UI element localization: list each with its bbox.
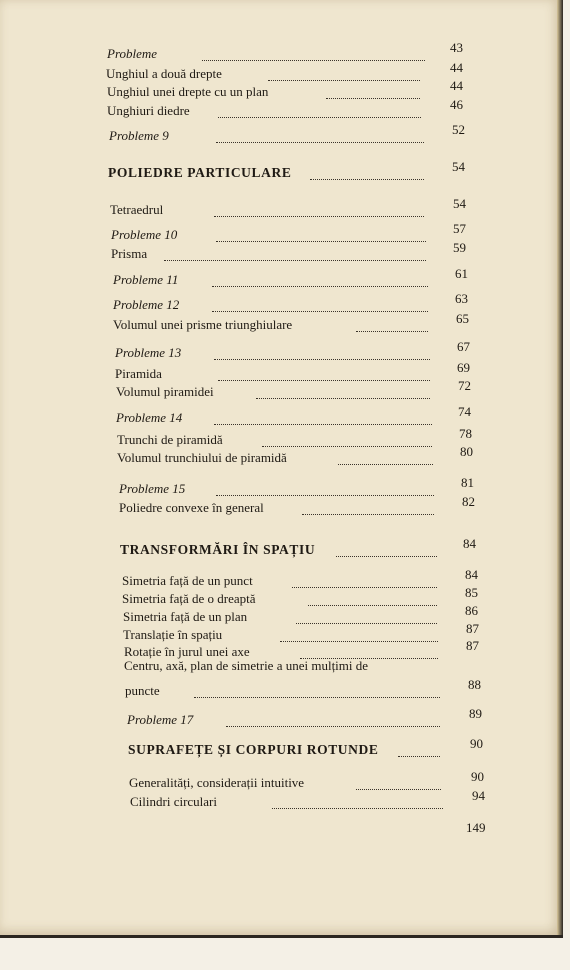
toc-entry-page: 94 <box>472 788 485 803</box>
toc-entry-page: 84 <box>465 567 478 582</box>
toc-entry-title: Probleme 9 <box>109 128 169 143</box>
toc-entry-page: 54 <box>452 159 465 174</box>
toc-entry <box>108 159 558 183</box>
dot-leader <box>272 794 443 809</box>
toc-entry-page: 78 <box>459 426 472 441</box>
toc-entry-title: Rotație în jurul unei axe <box>124 644 250 659</box>
toc-entry-title: puncte <box>125 683 160 698</box>
toc-entry-title: Simetria față de un plan <box>123 609 248 624</box>
dot-leader <box>280 627 438 642</box>
dot-leader <box>218 103 421 118</box>
toc-entry <box>116 378 566 402</box>
toc-entry-title: POLIEDRE PARTICULARE <box>108 165 292 180</box>
toc-entry <box>107 78 557 102</box>
toc-entry-title: Probleme <box>107 46 158 61</box>
toc-entry-title: TRANSFORMĂRI ÎN SPAȚIU <box>120 542 316 557</box>
toc-entry-title: Unghiuri diedre <box>107 103 190 118</box>
dot-leader <box>356 775 441 790</box>
toc-entry <box>113 266 563 290</box>
toc-entry-page: 89 <box>469 706 482 721</box>
dot-leader <box>292 573 437 588</box>
toc-entry-title: Volumul piramidei <box>116 384 214 399</box>
toc-entry <box>117 426 567 450</box>
dot-leader <box>216 481 434 496</box>
toc-entry-page: 65 <box>456 311 469 326</box>
toc-entry-title: Prisma <box>111 246 148 261</box>
toc-entry <box>123 621 570 645</box>
dot-leader <box>214 410 432 425</box>
toc-entry-page: 87 <box>466 638 479 653</box>
toc-entry-page: 82 <box>462 494 475 509</box>
dot-leader <box>356 317 428 332</box>
dot-leader <box>300 644 438 659</box>
dot-leader <box>302 500 434 515</box>
toc-entry-title: Poliedre convexe în general <box>119 500 264 515</box>
toc-entry-page: 54 <box>453 196 466 211</box>
toc-entry-title: Simetria față de o dreaptă <box>122 591 256 606</box>
dot-leader <box>338 450 433 465</box>
toc-entry <box>129 769 570 793</box>
dot-leader <box>268 66 420 81</box>
toc-entry <box>113 291 563 315</box>
dot-leader <box>216 227 426 242</box>
toc-entry <box>120 536 570 560</box>
dot-leader <box>262 432 432 447</box>
toc-entry <box>127 706 570 730</box>
toc-entry-title: Unghiul a două drepte <box>106 66 222 81</box>
dot-leader <box>336 542 437 557</box>
toc-entry-title: Probleme 17 <box>127 712 194 727</box>
toc-entry-page: 44 <box>450 78 463 93</box>
toc-entry-title: Probleme 10 <box>111 227 178 242</box>
toc-entry-page: 90 <box>471 769 484 784</box>
toc-entry <box>115 360 565 384</box>
toc-entry-page: 85 <box>465 585 478 600</box>
toc-entry-page: 43 <box>450 40 463 55</box>
toc-entry <box>122 585 570 609</box>
toc-entry-page: 52 <box>452 122 465 137</box>
toc-entry-page: 59 <box>453 240 466 255</box>
toc-entry <box>106 60 556 84</box>
toc-entry <box>111 240 561 264</box>
dot-leader <box>212 272 428 287</box>
dot-leader <box>202 46 425 61</box>
toc-entry <box>115 339 565 363</box>
toc-entry-page: 57 <box>453 221 466 236</box>
toc-entry-page: 88 <box>468 677 481 692</box>
toc-entry-page: 61 <box>455 266 468 281</box>
dot-leader <box>212 297 428 312</box>
toc-entry-page: 86 <box>465 603 478 618</box>
dot-leader <box>226 712 440 727</box>
toc-entry <box>107 40 557 64</box>
dot-leader <box>164 246 426 261</box>
dot-leader <box>326 84 420 99</box>
toc-entry <box>107 97 557 121</box>
toc-entry-title: Trunchi de piramidă <box>117 432 223 447</box>
toc-entry-page: 69 <box>457 360 470 375</box>
dot-leader <box>218 366 430 381</box>
toc-entry <box>110 196 560 220</box>
toc-entry <box>125 677 570 701</box>
toc-entry-title: Simetria față de un punct <box>122 573 253 588</box>
dot-leader <box>398 742 440 757</box>
toc-entry <box>130 788 570 812</box>
dot-leader <box>194 683 440 698</box>
toc-entry-title: Centru, axă, plan de simetrie a unei mulțimi de <box>124 658 369 673</box>
toc-entry <box>122 567 570 591</box>
toc-entry <box>113 311 563 335</box>
toc-entry-title: Cilindri circulari <box>130 794 218 809</box>
dot-leader <box>214 345 430 360</box>
toc-entry-page: 72 <box>458 378 471 393</box>
dot-leader <box>310 165 424 180</box>
dot-leader <box>256 384 430 399</box>
toc-entry <box>124 658 570 676</box>
toc-entry-title: Unghiul unei drepte cu un plan <box>107 84 269 99</box>
toc-entry-page: 74 <box>458 404 471 419</box>
toc-entry-title: Probleme 15 <box>119 481 186 496</box>
toc-entry-title: Tetraedrul <box>110 202 164 217</box>
toc-entry <box>128 736 570 760</box>
toc-entry <box>111 221 561 245</box>
page-number: 149 <box>466 820 486 835</box>
toc-entry-page: 46 <box>450 97 463 112</box>
toc-entry-title: SUPRAFEȚE ȘI CORPURI ROTUNDE <box>128 742 379 757</box>
dot-leader <box>214 202 424 217</box>
toc-entry-page: 81 <box>461 475 474 490</box>
toc-entry-page: 84 <box>463 536 476 551</box>
toc-entry-title: Piramida <box>115 366 162 381</box>
toc-entry-title: Probleme 11 <box>113 272 179 287</box>
toc-entry <box>119 475 569 499</box>
toc-entry <box>109 122 559 146</box>
toc-entry-title: Volumul trunchiului de piramidă <box>117 450 287 465</box>
toc-entry-title: Volumul unei prisme triunghiulare <box>113 317 293 332</box>
toc-entry <box>119 494 569 518</box>
toc-entry-page: 44 <box>450 60 463 75</box>
toc-entry <box>123 603 570 627</box>
dot-leader <box>308 591 437 606</box>
toc-entry-title: Probleme 14 <box>116 410 183 425</box>
toc-entry-title: Generalități, considerații intuitive <box>129 775 305 790</box>
toc-entry-title: Probleme 13 <box>115 345 182 360</box>
toc-entry <box>117 444 567 468</box>
toc-entry-title: Translație în spațiu <box>123 627 223 642</box>
toc-entry-title: Probleme 12 <box>113 297 180 312</box>
dot-leader <box>296 609 437 624</box>
toc-entry-page: 80 <box>460 444 473 459</box>
toc-entry-page: 67 <box>457 339 470 354</box>
toc-entry-page: 90 <box>470 736 483 751</box>
toc-entry <box>116 404 566 428</box>
toc-entry-page: 63 <box>455 291 468 306</box>
toc-entry-page: 87 <box>466 621 479 636</box>
dot-leader <box>216 128 424 143</box>
